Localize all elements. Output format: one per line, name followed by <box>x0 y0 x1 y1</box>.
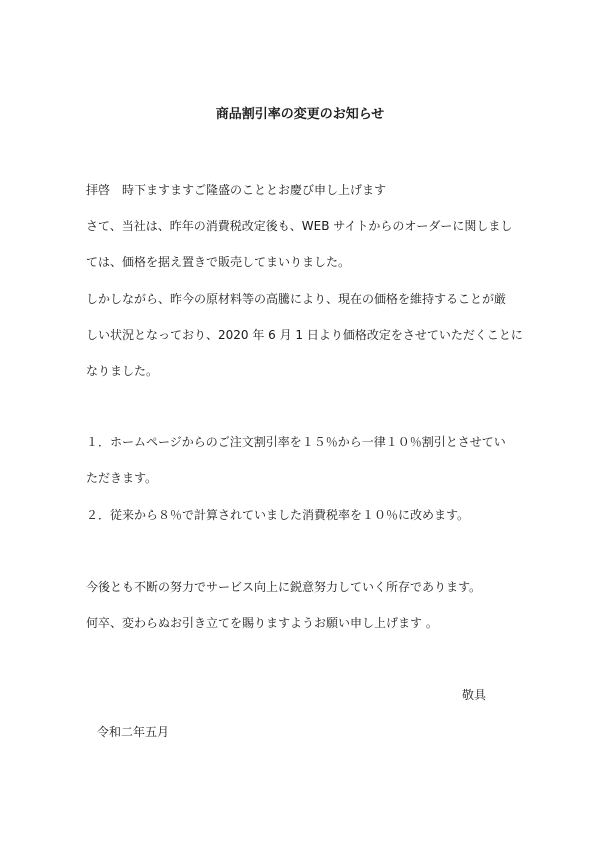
paragraph2-line-2: しい状況となっており、2020 年 6 月 1 日より価格改定をさせていただくことに <box>86 328 523 342</box>
paragraph2-line-1: しかしながら、昨今の原材料等の高騰により、現在の価格を維持することが厳 <box>86 292 507 306</box>
item-1-line-1: １．ホームページからのご注文割引率を１５％から一律１０％割引とさせてい <box>86 435 506 449</box>
paragraph1-line-2: ては、価格を据え置きで販売してまいりました。 <box>86 255 351 269</box>
item-2-line-1: ２．従来から８％で計算されていました消費税率を１０％に改めます。 <box>86 508 470 522</box>
item-1-line-2: ただきます。 <box>86 471 158 485</box>
sign-off: 敬具 <box>462 688 487 702</box>
closing-line-2: 何卒、変わらぬお引き立てを賜りますようお願い申し上げます 。 <box>86 616 438 630</box>
paragraph1-line-1: さて、当社は、昨年の消費税改定後も、WEB サイトからのオーダーに関しまし <box>86 219 513 233</box>
paragraph2-line-3: なりました。 <box>86 364 159 378</box>
opening-line: 拝啓 時下ますますご隆盛のこととお慶び申し上げます <box>86 183 387 197</box>
document-date: 令和二年五月 <box>97 725 170 739</box>
closing-line-1: 今後とも不断の努力でサービス向上に鋭意努力していく所存であります。 <box>86 580 482 594</box>
document-title: 商品割引率の変更のお知らせ <box>215 107 385 122</box>
